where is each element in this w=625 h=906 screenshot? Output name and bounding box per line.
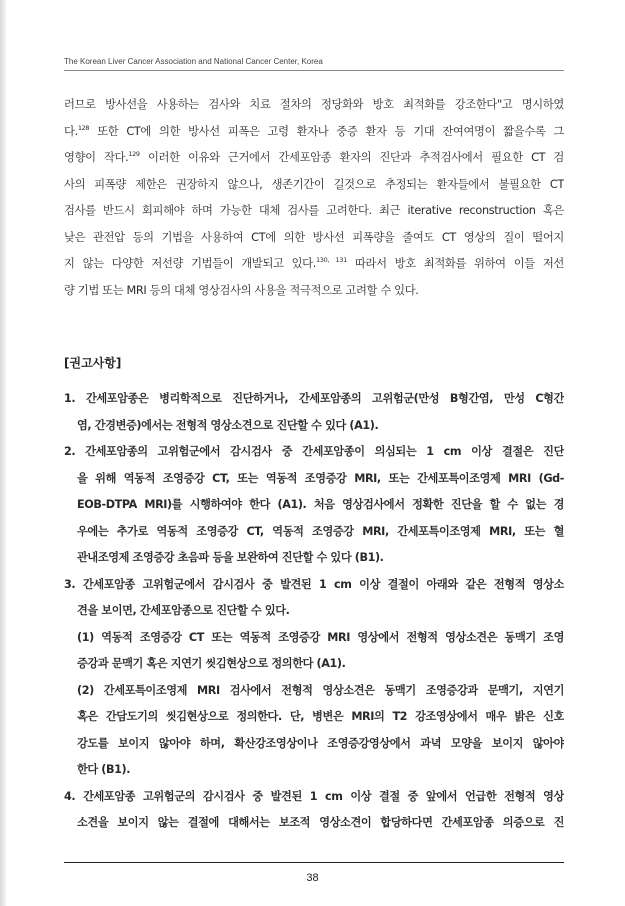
rec-line: (2) 간세포특이조영제 MRI 검사에서 전형적 영상소견은 동맥기 조영증강과 문맥기, 지연기 — [77, 683, 564, 697]
rec-line: 염, 간경변증)에서는 전형적 영상소견으로 진단할 수 있다 (A1). — [77, 418, 379, 432]
rec-line: 한다 (B1). — [77, 763, 131, 776]
page-edge-shadow — [0, 0, 6, 906]
body-line: 다.$^{128}$ 또한 CT에 의한 방사선 피폭은 고령 환자나 중증 환자 등 기대 잔여여명이 짧을수록 그 — [64, 123, 564, 138]
rec-line: 3. 간세포암종 고위험군에서 감시검사 중 발견된 1 cm 이상 결절이 아래와 같은 전형적 영상소 — [64, 577, 564, 591]
rec-line: 2. 간세포암종의 고위험군에서 감시검사 중 간세포암종이 의심되는 1 cm 이상 결절은 진단 — [64, 445, 564, 458]
citation-ref: 130, 131 — [316, 256, 347, 264]
body-line: 사의 피폭량 제한은 권장하지 않으나, 생존기간이 길것으로 추정되는 환자들에서 불필요한 CT — [64, 177, 564, 191]
footer-divider — [64, 862, 564, 863]
body-paragraph — [64, 92, 564, 304]
rec-line: 우에는 추가로 역동적 조영증강 CT, 역동적 조영증강 MRI, 간세포특이조영제 MRI, 또는 혈 — [77, 524, 564, 538]
running-header: The Korean Liver Cancer Association and National Cancer Center, Korea — [64, 57, 323, 66]
recommendations-heading: [권고사항] — [64, 356, 122, 370]
rec-line: 증강과 문맥기 혹은 지연기 씻김현상으로 정의한다 (A1). — [77, 657, 346, 670]
rec-line: 4. 간세포암종 고위험군의 감시검사 중 발견된 1 cm 이상 결절 중 앞에서 언급한 전형적 영상 — [64, 789, 564, 803]
body-line: 량 기법 또는 MRI 등의 대체 영상검사의 사용을 적극적으로 고려할 수 있다. — [64, 283, 419, 297]
body-line: 러므로 방사선을 사용하는 검사와 치료 절차의 정당화와 방호 최적화를 강조한다"고 명시하였 — [64, 98, 564, 111]
rec-line: 관내조영제 조영증강 초음파 등을 보완하여 진단할 수 있다 (B1). — [77, 551, 384, 564]
body-line: 영향이 작다.$^{129}$ 이러한 이유와 근거에서 간세포암종 환자의 진단과 추적검사에서 필요한 CT 검 — [64, 150, 564, 164]
rec-line: 혹은 간담도기의 씻김현상으로 정의한다. 단, 병변은 MRI의 T2 강조영상에서 매우 밝은 신호 — [77, 710, 564, 723]
body-line: 낮은 관전압 등의 기법을 사용하여 CT에 의한 방사선 피폭량을 줄여도 CT 영상의 질이 떨어지 — [64, 230, 564, 244]
recommendations-list — [64, 386, 564, 837]
rec-line: 소견을 보이지 않는 결절에 대해서는 보조적 영상소견이 합당하다면 간세포암종 의증으로 진 — [77, 816, 564, 829]
rec-line: (1) 역동적 조영증강 CT 또는 역동적 조영증강 MRI 영상에서 전형적 영상소견은 동맥기 조영 — [77, 630, 564, 644]
page-number: 38 — [306, 872, 319, 884]
body-line: 지 않는 다양한 저선량 기법들이 개발되고 있다.$^{130, 131}$ 따라서 방호 최적화를 위하여 이들 저선 — [64, 256, 564, 270]
body-line: 검사를 반드시 회피해야 하며 가능한 대체 검사를 고려한다. 최근 iterative reconstruction 혹은 — [64, 204, 564, 217]
header-divider — [64, 70, 564, 71]
citation-ref: 128 — [77, 123, 90, 132]
citation-ref: 129 — [128, 150, 140, 158]
rec-line: 강도를 보이지 않아야 하며, 확산강조영상이나 조영증강영상에서 과녁 모양을 보이지 않아야 — [77, 736, 564, 750]
rec-line: EOB-DTPA MRI)를 시행하여야 한다 (A1). 처음 영상검사에서 정확한 진단을 할 수 없는 경 — [77, 498, 564, 511]
rec-line: 을 위해 역동적 조영증강 CT, 또는 역동적 조영증강 MRI, 또는 간세포특이조영제 MRI (Gd- — [77, 471, 564, 485]
rec-line: 견을 보이면, 간세포암종으로 진단할 수 있다. — [77, 604, 290, 617]
rec-line: 1. 간세포암종은 병리학적으로 진단하거나, 간세포암종의 고위험군(만성 B형간염, 만성 C형간 — [64, 392, 564, 405]
